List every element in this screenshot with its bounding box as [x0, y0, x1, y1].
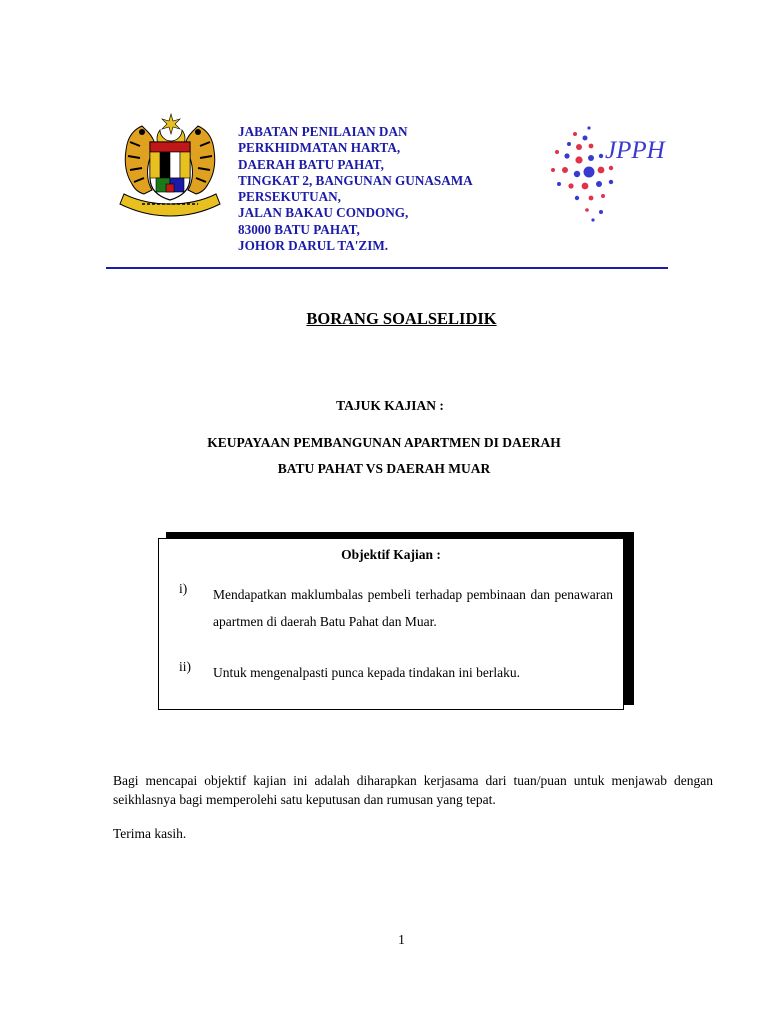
- address-line: DAERAH BATU PAHAT,: [238, 156, 384, 172]
- page-number: 1: [398, 932, 405, 947]
- objectives-box: [158, 538, 624, 710]
- address-line: JOHOR DARUL TA'ZIM.: [238, 238, 389, 254]
- objective-number: i): [179, 581, 188, 596]
- logo-text: JPPH: [605, 137, 665, 164]
- address-line: JABATAN PENILAIAN DAN: [238, 124, 408, 139]
- study-label: TAJUK KAJIAN :: [336, 398, 444, 413]
- malaysia-coat-of-arms-icon: [112, 112, 228, 222]
- address-line: TINGKAT 2, BANGUNAN GUNASAMA: [238, 172, 473, 188]
- address-line: PERKHIDMATAN HARTA,: [238, 140, 401, 156]
- header-divider: [106, 267, 668, 269]
- intro-paragraph: Bagi mencapai objektif kajian ini adalah diharapkan kerjasama dari tuan/puan untuk menjawab dengan seikhlasnya bagi memperolehi satu keputusan dan rumusan yang tepat.: [113, 773, 713, 807]
- objectives-heading: Objektif Kajian :: [341, 547, 441, 562]
- logo-dots: [551, 126, 613, 221]
- address-line: JALAN BAKAU CONDONG,: [238, 205, 409, 221]
- jpph-logo: [545, 120, 670, 225]
- form-title: BORANG SOALSELIDIK: [306, 309, 497, 328]
- study-title-line: BATU PAHAT VS DAERAH MUAR: [277, 461, 491, 476]
- objective-text: Untuk mengenalpasti punca kepada tindakan ini berlaku.: [213, 665, 521, 680]
- address-line: PERSEKUTUAN,: [238, 189, 341, 205]
- closing-text: Terima kasih.: [113, 826, 187, 841]
- address-line: 83000 BATU PAHAT,: [238, 221, 360, 237]
- objective-number: ii): [179, 659, 191, 674]
- objective-text: Mendapatkan maklumbalas pembeli terhadap pembinaan dan penawaran apartmen di daerah Batu Pahat dan Muar.: [213, 587, 613, 629]
- address-block: [238, 124, 538, 254]
- study-title-line: KEUPAYAAN PEMBANGUNAN APARTMEN DI DAERAH: [207, 435, 561, 450]
- study-title: [0, 430, 768, 482]
